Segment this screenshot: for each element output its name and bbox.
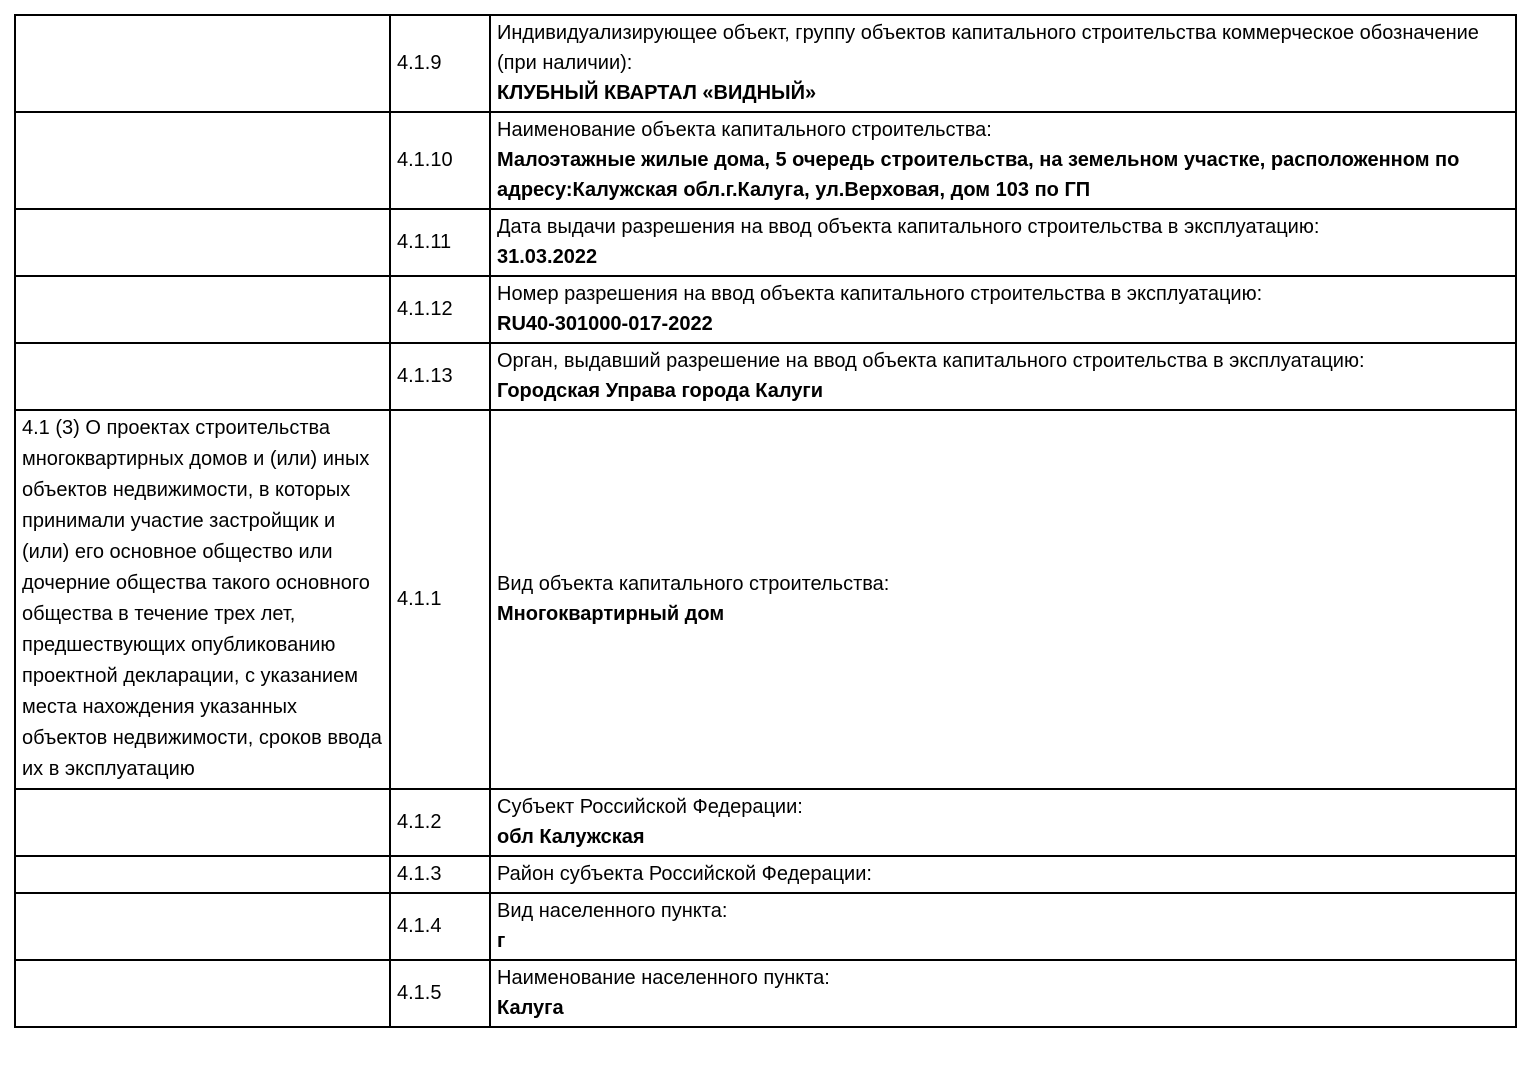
field-label: Орган, выдавший разрешение на ввод объекта капитального строительства в эксплуатацию: — [497, 350, 1365, 372]
row-description — [15, 960, 390, 1027]
field-label: Индивидуализирующее объект, группу объектов капитального строительства коммерческое обозначение (при наличии): — [497, 22, 1479, 74]
field-label: Район субъекта Российской Федерации: — [497, 863, 872, 885]
field-value: г — [497, 930, 506, 952]
row-content — [490, 410, 1516, 789]
row-description — [15, 789, 390, 856]
row-description: 4.1 (3) О проектах строительства многоквартирных домов и (или) иных объектов недвижимости, в которых принимали участие застройщик и (или) его основное общество или дочерние общества такого основного общества в течение трех лет, предшествующих опубликованию проектной декларации, с указанием места нахождения указанных объектов недвижимости, сроков ввода их в эксплуатацию — [15, 410, 390, 789]
row-number: 4.1.9 — [390, 15, 490, 112]
row-content — [490, 789, 1516, 856]
row-number: 4.1.12 — [390, 276, 490, 343]
table-row — [15, 15, 1516, 112]
row-number: 4.1.2 — [390, 789, 490, 856]
table-row — [15, 893, 1516, 960]
row-content — [490, 343, 1516, 410]
field-value: Калуга — [497, 997, 564, 1019]
field-label: Наименование населенного пункта: — [497, 967, 830, 989]
field-label: Наименование объекта капитального строительства: — [497, 119, 992, 141]
table-row — [15, 343, 1516, 410]
row-content — [490, 893, 1516, 960]
row-number: 4.1.13 — [390, 343, 490, 410]
field-value: Малоэтажные жилые дома, 5 очередь строительства, на земельном участке, расположенном по адресу:Калужская обл.г.Калуга, ул.Верховая, дом 103 по ГП — [497, 149, 1460, 201]
row-number: 4.1.3 — [390, 856, 490, 893]
row-number: 4.1.1 — [390, 410, 490, 789]
row-description — [15, 112, 390, 209]
row-content — [490, 960, 1516, 1027]
field-value: Многоквартирный дом — [497, 603, 725, 625]
field-value: обл Калужская — [497, 826, 645, 848]
row-number: 4.1.10 — [390, 112, 490, 209]
row-description — [15, 893, 390, 960]
field-label: Субъект Российской Федерации: — [497, 796, 803, 818]
row-content — [490, 112, 1516, 209]
field-label: Номер разрешения на ввод объекта капитального строительства в эксплуатацию: — [497, 283, 1263, 305]
field-value: 31.03.2022 — [497, 246, 598, 268]
field-label: Вид населенного пункта: — [497, 900, 728, 922]
row-description — [15, 343, 390, 410]
row-description — [15, 209, 390, 276]
table-row — [15, 960, 1516, 1027]
row-number: 4.1.11 — [390, 209, 490, 276]
field-value: Городская Управа города Калуги — [497, 380, 824, 402]
row-content — [490, 209, 1516, 276]
field-label: Дата выдачи разрешения на ввод объекта капитального строительства в эксплуатацию: — [497, 216, 1320, 238]
table-row — [15, 112, 1516, 209]
table-row — [15, 410, 1516, 789]
row-number: 4.1.5 — [390, 960, 490, 1027]
table-row — [15, 276, 1516, 343]
declaration-table — [14, 14, 1517, 1028]
row-content — [490, 15, 1516, 112]
row-content — [490, 856, 1516, 893]
row-description — [15, 276, 390, 343]
table-row — [15, 209, 1516, 276]
row-number: 4.1.4 — [390, 893, 490, 960]
field-value: RU40-301000-017-2022 — [497, 313, 713, 335]
row-description — [15, 15, 390, 112]
row-content — [490, 276, 1516, 343]
table-row — [15, 789, 1516, 856]
field-label: Вид объекта капитального строительства: — [497, 573, 890, 595]
table-row — [15, 856, 1516, 893]
row-description — [15, 856, 390, 893]
field-value: КЛУБНЫЙ КВАРТАЛ «ВИДНЫЙ» — [497, 82, 817, 104]
